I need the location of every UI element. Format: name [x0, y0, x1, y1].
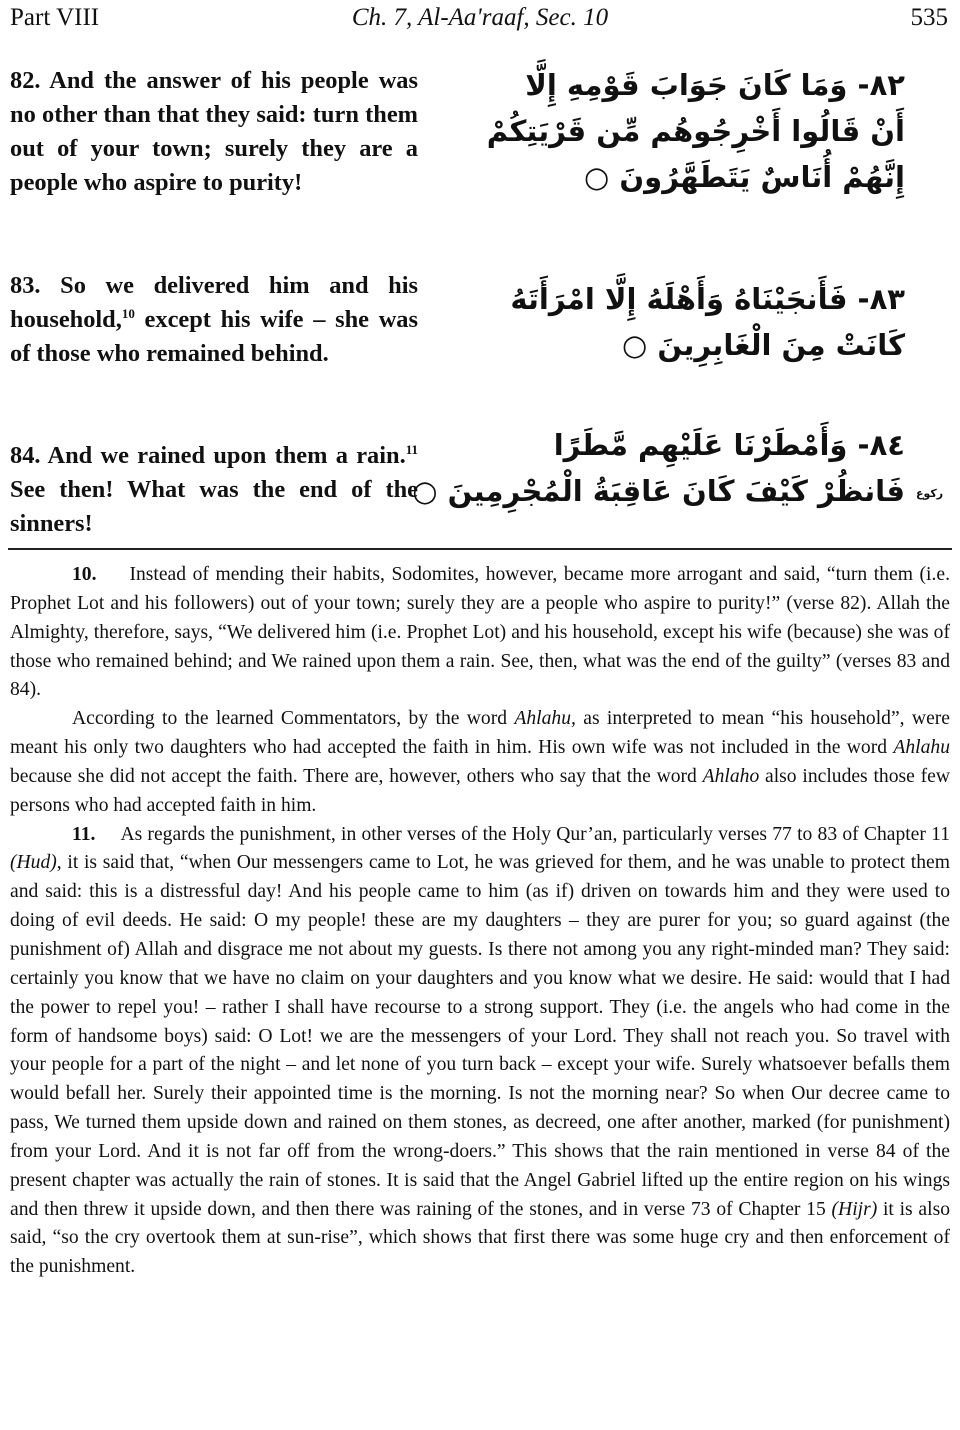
verse-82-arabic [465, 62, 905, 200]
italic-term: Ahlahu [893, 737, 950, 759]
arabic-line: ٨٤- وَأَمْطَرْنَا عَلَيْهِم مَّطَرًا [553, 428, 905, 462]
footnote-text [10, 564, 950, 700]
text-run: , it is said that, “when Our messengers came to Lot, he was grieved for them, and he was unable to protect them and said: this is a distressful day! And his people came to him (as if) driven on towards him and they were used to doing of evil deeds. He said: O my people! these are my daughters – they are purer for you; so guard against (the punishment of) Allah and disgrace me not about my guests. Is there not among you any right-minded man? They said: certainly you know that we have no claim on your daughters and you know what we desire. He said: would that I had the power to repel you! – rather I shall have recourse to a strong support. They (i.e. the angels who had come in the form of handsome boys) said: O Lot! we are the messengers of your Lord. They shall not reach you. So travel with your people for a part of the night – and let none of you turn back – except your wife. Surely whatsoever befalls them would befall her. Surely their appointed time is the morning. Is not the morning near? So when Our decree came to pass, We turned them upside down and rained on them stones, as decreed, one after another, marked (for punishment) from your Lord. And it is not far off from the wrong-doers.” This shows that the rain mentioned in verse 84 of the present chapter was actually the rain of stones. It is said that the Angel Gabriel lifted up the entire region on his wings and then threw it upside down, and then there was raining of the stones, and in verse 73 of Chapter 15 [10, 852, 950, 1220]
verse-82-translation [10, 64, 418, 200]
verse-text: So we delivered him and his household, [10, 272, 418, 333]
arabic-line: إِنَّهُمْ أُنَاسٌ يَتَطَهَّرُونَ ○ [584, 160, 905, 194]
page-number: 535 [910, 4, 948, 31]
arabic-line: ٨٢- وَمَا كَانَ جَوَابَ قَوْمِهِ إِلَّا [525, 68, 905, 102]
arabic-line: فَانظُرْ كَيْفَ كَانَ عَاقِبَةُ الْمُجْرِمِينَ ○ [412, 474, 905, 508]
verse-84-arabic [412, 422, 905, 514]
footnote-ref: 11 [405, 441, 418, 457]
verse-84-translation [10, 439, 418, 541]
italic-term: Ahlahu, [514, 708, 576, 730]
arabic-line: كَانَتْ مِنَ الْغَابِرِينَ ○ [622, 328, 905, 362]
page-header [10, 4, 950, 34]
footnotes [10, 561, 950, 1282]
footnote-10-paragraph-2 [10, 705, 950, 820]
verse-number: 82. [10, 67, 41, 94]
footnote-text [10, 708, 950, 816]
verse-text-cont: See then! What was the end of the sinners! [10, 476, 418, 537]
arabic-line: ٨٣- فَأَنجَيْنَاهُ وَأَهْلَهُ إِلَّا امْرَأَتَهُ [510, 282, 905, 316]
verse-text: And the answer of his people was no other than that they said: turn them out of your town; surely they are a people who aspire to purity! [10, 67, 418, 196]
verse-number: 84. [10, 442, 41, 469]
ruku-marker: ركوع [916, 487, 944, 500]
footnote-text [10, 824, 950, 1278]
verse-text-cont: except his wife – she was of those who remained behind. [10, 306, 418, 367]
text-run: it is also said, “so the cry overtook them at sun-rise”, which shows that first there was some huge cry and then enforcement of the punishment. [10, 1198, 950, 1278]
footnote-11-paragraph-1 [10, 821, 950, 1283]
italic-term: (Hijr) [831, 1198, 878, 1220]
footnote-number: 10. [72, 564, 97, 585]
italic-term: (Hud) [10, 852, 57, 874]
footnote-ref: 10 [121, 305, 135, 321]
verse-83-arabic [465, 276, 905, 368]
text-run: Instead of mending their habits, Sodomites, however, became more arrogant and said, “turn them (i.e. Prophet Lot and his followers) out of your town; surely they are a people who aspire to purity!” (verse 82). Allah the Almighty, therefore, says, “We delivered him (i.e. Prophet Lot) and his household, except his wife (because) she was of those who remained behind; and We rained upon them a rain. See, then, what was the end of the guilty” (verses 83 and 84). [10, 564, 950, 701]
verse-number: 83. [10, 272, 41, 299]
verse-text: And we rained upon them a rain. [47, 442, 406, 469]
text-run: also includes those few persons who had accepted faith in him. [10, 765, 950, 816]
part-label: Part VIII [10, 4, 100, 31]
text-run: According to the learned Commentators, by the word [72, 708, 515, 730]
text-run: because she did not accept the faith. There are, however, others who say that the word [10, 765, 703, 787]
section-divider [8, 548, 952, 550]
footnote-10-paragraph-1 [10, 561, 950, 705]
text-run: As regards the punishment, in other verses of the Holy Qur’an, particularly verses 77 to 83 of Chapter 11 [120, 823, 950, 845]
chapter-title: Ch. 7, Al-Aa'raaf, Sec. 10 [351, 4, 609, 31]
text-run: as interpreted to mean “his household”, were meant his only two daughters who had accepted the faith in him. His own wife was not included in the word [10, 708, 950, 759]
footnote-number: 11. [72, 823, 96, 845]
verse-83-translation [10, 269, 418, 371]
arabic-line: أَنْ قَالُوا أَخْرِجُوهُم مِّن قَرْيَتِكُمْ [486, 114, 905, 148]
italic-term: Ahlaho [702, 765, 760, 787]
